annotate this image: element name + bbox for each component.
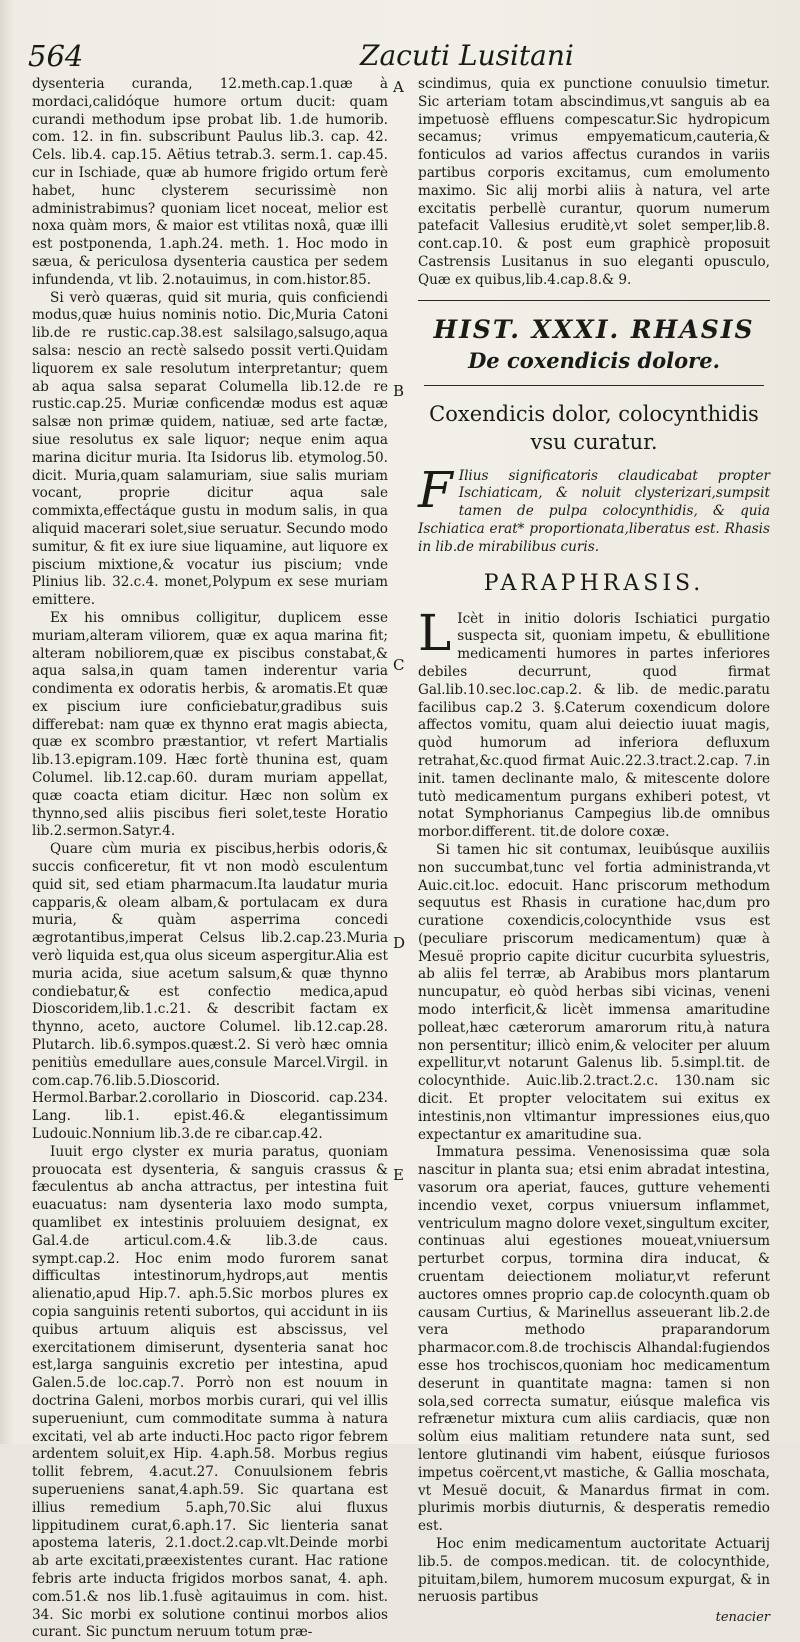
page-number: 564 — [28, 39, 84, 73]
left-paragraph: Quare cùm muria ex piscibus,herbis odoris,& succis conficeretur, fit vt non modò esculentum quid sit, sed etiam pharmacum.Ita laudatur muria capparis,& oleam albam,& portulacam ex dura muria, & quàm asperrima concedi ægrotantibus,imperat Celsus lib.2.cap.23.Muria verò liquida est,qua olus siceum aspergitur.Alia est muria acida, siue acetum salsum,& quæ thynno condiebatur,& est confectio medica,apud Dioscoridem,lib.1.c.21. & describit factam ex thynno, aceto, auctore Columel. lib.12.cap.28. Plutarch. lib.6.sympos.quæst.2. Si verò hæc omnia penitiùs emedullare aues,consule Marcel.Virgil. in com.cap.76.lib.5.Dioscorid. Hermol.Barbar.2.corollario in Dioscorid. cap.234. Lang. lib.1. epist.46.& elegantissimum Ludouic.Nonnium lib.3.de re cibar.cap.42. — [32, 841, 388, 1143]
left-paragraph: dysenteria curanda, 12.meth.cap.1.quæ à mordaci,calidóque humore ortum ducit: quam curandi methodum ipse probat lib. 1.de humorib. com. 12. in fin. subscribunt Paulus lib.3. cap. 42. Cels. lib.4. cap.15. Aëtius tetrab.3. serm.1. cap.45. cur in Ischiade, quæ ab humore frigido ortum ferè habet, hunc clysterem securissimè non administrabimus? quoniam licet noceat, melior est noxa quàm mors, & maior est vtilitas noxâ, quæ illi est postponenda, 1.aph.24. meth. 1. Hoc modo in sæua, & periculosa dysenteria caustica per sedem infundenda, vt lib. 2.notauimus, in com.histor.85. — [32, 76, 388, 288]
hist-title: HIST. XXXI. RHASIS — [433, 314, 755, 344]
section-heading-line2: vsu curatur. — [530, 429, 658, 454]
page-header — [28, 38, 778, 74]
case-summary — [418, 460, 770, 557]
section-heading-line1: Coxendicis dolor, colocynthidis — [429, 401, 759, 426]
summary-text: Ilius significatoris claudicabat propter Ischiaticam, & noluit clysterizari,sumpsit tamen de pulpa colocynthidis, & quia Ischiatica erat* proportionata,liberatus est. Rhasis in lib.de mirabilibus curis. — [418, 467, 770, 555]
left-column — [32, 76, 388, 1641]
paraphrasis-heading: PARAPHRASIS. — [483, 570, 705, 596]
right-intro-paragraph: scindimus, quia ex punctione conuulsio timetur. Sic arteriam totam abscindimus,vt sanguis ab ea impetuosè effluens compescatur.Sic hydropicum secamus; vrimus empyematicum,cauteria,& fonticulos ad varios affectus curandos in variis partibus corporis excitamus, cum emolumento maximo. Sic alij morbi aliis à natura, vel arte excitatis perbellè curantur, quorum numerum patefacit Vallesius eruditè,vt solet semper,lib.8. cont.cap.10. & post eum graphicè proposuit Castrensis Lusitanus in suo eleganti opusculo, Quæ ex quibus,lib.4.cap.8.& 9. — [418, 76, 770, 288]
catchword: tenacier — [715, 1610, 770, 1626]
margin-letter-b: B — [393, 382, 405, 400]
margin-letter-e: E — [393, 1166, 404, 1184]
left-paragraph: Ex his omnibus colligitur, duplicem esse muriam,alteram viliorem, quæ ex aqua marina fit; alteram nobiliorem,quæ ex piscibus constabat,& aqua salsa,in quam tamen inderentur varia condimenta ex odoratis herbis, & aromatis.Et quæ ex piscium iure conficiebatur,gradibus suis differebat: nam quæ ex thynno erat magis abiecta, quæ ex scombro præstantior, vt refert Martialis lib.13.epigram.109. Hæc fortè thunina est, quam Columel. lib.12.cap.60. duram muriam appellat, quæ coacta etiam dicitur. Hæc non solùm ex thynno,sed aliis piscibus fieri solet,teste Horatio lib.2.sermon.Satyr.4. — [32, 609, 388, 840]
right-paragraph: Si tamen hic sit contumax, leuibúsque auxiliis non succumbat,tunc vel fortia administranda,vt Auic.cit.loc. edocuit. Hanc priscorum methodum sequutus est Rhasis in curatione hac,dum pro curatione coxendicis,colocynthide vsus est (peculiare priscorum medicamentum) quæ à Mesuë proprio capite dicitur cucurbita syluestris, ab aliis fel terræ, ab Arabibus mors plantarum nuncupatur, eò quòd herbas sibi vicinas, veneni modo interficit,& licèt immensa amaritudine polleat,hæc cæterorum amarorum ritu,à natura non persentitur; illicò enim,& velociter per aluum expellitur,vt notarunt Galenus lib. 5.simpl.tit. de colocynthide. Auic.lib.2.tract.2.c. 130.nam sic dicit. Et propter velocitatem sui exitus ex intestinis,non vltimantur impressiones eius,quo expectantur ex amaritudine sua. — [418, 841, 770, 1143]
running-head: Zacuti Lusitani — [360, 39, 574, 72]
subtitle-rule — [424, 385, 764, 386]
left-paragraph: Iuuit ergo clyster ex muria paratus, quoniam prouocata est dysenteria, & sanguis crassus & fæculentus ab ancha attractus, per intestina fuit euacuatus: nam dysenteria laxo modo sumpta, quamlibet ex intestinis proluuiem designat, ex Gal.4.de articul.com.4.& lib.3.de caus. sympt.cap.2. Hoc enim modo furorem sanat difficultas intestinorum,hydrops,aut mentis alienatio,apud Hip.7. aph.5.Sic morbos plures ex copia sanguinis retenti subortos, qui accidunt in iis quibus artuum aliquis est abscissus, vel exercitationem dimiserunt, dysenteria sanat hoc est,larga sanguinis excretio per intestina, apud Galen.5.de loc.cap.7. Porrò non est nouum in doctrina Galeni, morbos morbis curari, qui vel illis superueniunt, cum commoditate summa à natura excitati, vel ab arte inducti.Hoc pacto rigor febrem ardentem soluit,ex Hip. 4.aph.58. Morbus regius tollit febrem, 4.acut.27. Conuulsionem febris superueniens sanat,4.aph.59. Sic quartana est illius remedium 5.aph,70.Sic alui fluxus lippitudinem curat,6.aph.17. Sic lienteria sanat apostema lateris, 2.1.doct.2.cap.vlt.Deinde morbi ab arte excitati,præexistentes curant. Hac ratione febris arte inducta frigidos morbos sanat, 4. aph. com.51.& nos lib.1.fusè agitauimus in com. hist. 34. Sic morbi ex solutione continui morbos alios curant. Sic punctum neruum totum præ- — [32, 1143, 388, 1641]
right-paragraph-text: Icèt in initio doloris Ischiatici purgatio suspecta sit, quoniam impetu, & ebullitione medicamenti humores in partes inferiores debiles decurrunt, quod firmat Gal.lib.10.sec.loc.cap.2. & lib. de medic.paratu facilibus cap.2 3. §.Caterum coxendicum dolore affectos vomitu, quam alui deiectio iuuat magis, quòd humorum ad inferiora defluxum retrahat,&c.quod firmat Auic.22.3.tract.2.cap. 7.in init. tamen declinante malo, & mitescente dolore tutò medicamentum purgans exhiberi potest, vt notat Symphorianus Campegius lib.de omnibus morbor.different. tit.de dolore coxæ. — [418, 610, 770, 841]
hist-subtitle: De coxendicis dolore. — [468, 347, 720, 373]
summary-dropcap: F — [418, 460, 453, 519]
left-paragraph: Si verò quæras, quid sit muria, quis conficiendi modus,quæ huius nominis notio. Dic,Muria Catoni lib.de re rustic.cap.38.est salsilago,salsugo,aqua salsa: nescio an rectè salsedo possit verti.Quidam liquorem ex sale resolutum interpretantur; quem ab aqua salsa separat Columella lib.12.de re rustic.cap.25. Muriæ conficendæ modus est aquæ salsæ non primæ quidem, natiuæ, sed arte factæ, siue resolutus ex sale liquor; neque enim aqua marina dicitur muria. Ita Isidorus lib. etymolog.50. dicit. Muria,quam salamuriam, siue salis muriam vocant, proprie dicitur aqua sale commixta,effectáque gustu in modum salis, in qua aliquid macerari solet,siue seruatur. Secundo modo sumitur, & fit ex iure siue liquamine, aut liquore ex piscium mixtione,& vocatur ius piscium; vnde Plinius lib. 32.c.4. monet,Polypum ex sese muriam emittere. — [32, 289, 388, 609]
right-paragraph: Hoc enim medicamentum auctoritate Actuarij lib.5. de compos.medican. tit. de colocynthide, pituitam,bilem, humorem mucosum expurgat, & in neruosis partibus — [418, 1535, 770, 1606]
margin-letter-d: D — [393, 934, 406, 952]
body-dropcap: L — [418, 603, 452, 662]
margin-letter-c: C — [393, 656, 405, 674]
margin-letter-a: A — [393, 78, 404, 96]
right-paragraph — [418, 603, 770, 842]
right-column — [418, 76, 770, 1626]
right-paragraph: Immatura pessima. Venenosissima quæ sola nascitur in planta sua; etsi enim abradat intestina, vasorum ora aperiat, fauces, gutture vehementi incendio vexet, corpus vniuersum inflammet, ventriculum magno dolore vexet,singultum exciter, continuas alui egestiones moueat,vniuersum perturbet corpus, tormina dira inducat, & cruentam deiectionem moliatur,vt referunt auctores omnes proprio cap.de colocynth.quam ob causam Curtius, & Marinellus asseuerant lib.2.de vera methodo praparandorum pharmacor.com.8.de trochiscis Alhandal:fugiendos esse hos trochiscos,quoniam hoc medicamentum deserunt in quantitate magna: tamen si non sola,sed correcta sumatur, eiúsque malefica vis refrænetur mixtura cum aliis cardiacis, quæ non solùm eius malitiam retundere nata sunt, sed lentore glutinandi vim habent, eiúsque furiosos impetus coërcent,vt mastiche, & Gallia moschata, vt Mesuë docuit, & Manardus firmat in com. plurimis morbis diuturnis, & desperatis remedio est. — [418, 1144, 770, 1535]
section-rule — [418, 300, 770, 301]
margin-letters — [393, 76, 411, 1426]
